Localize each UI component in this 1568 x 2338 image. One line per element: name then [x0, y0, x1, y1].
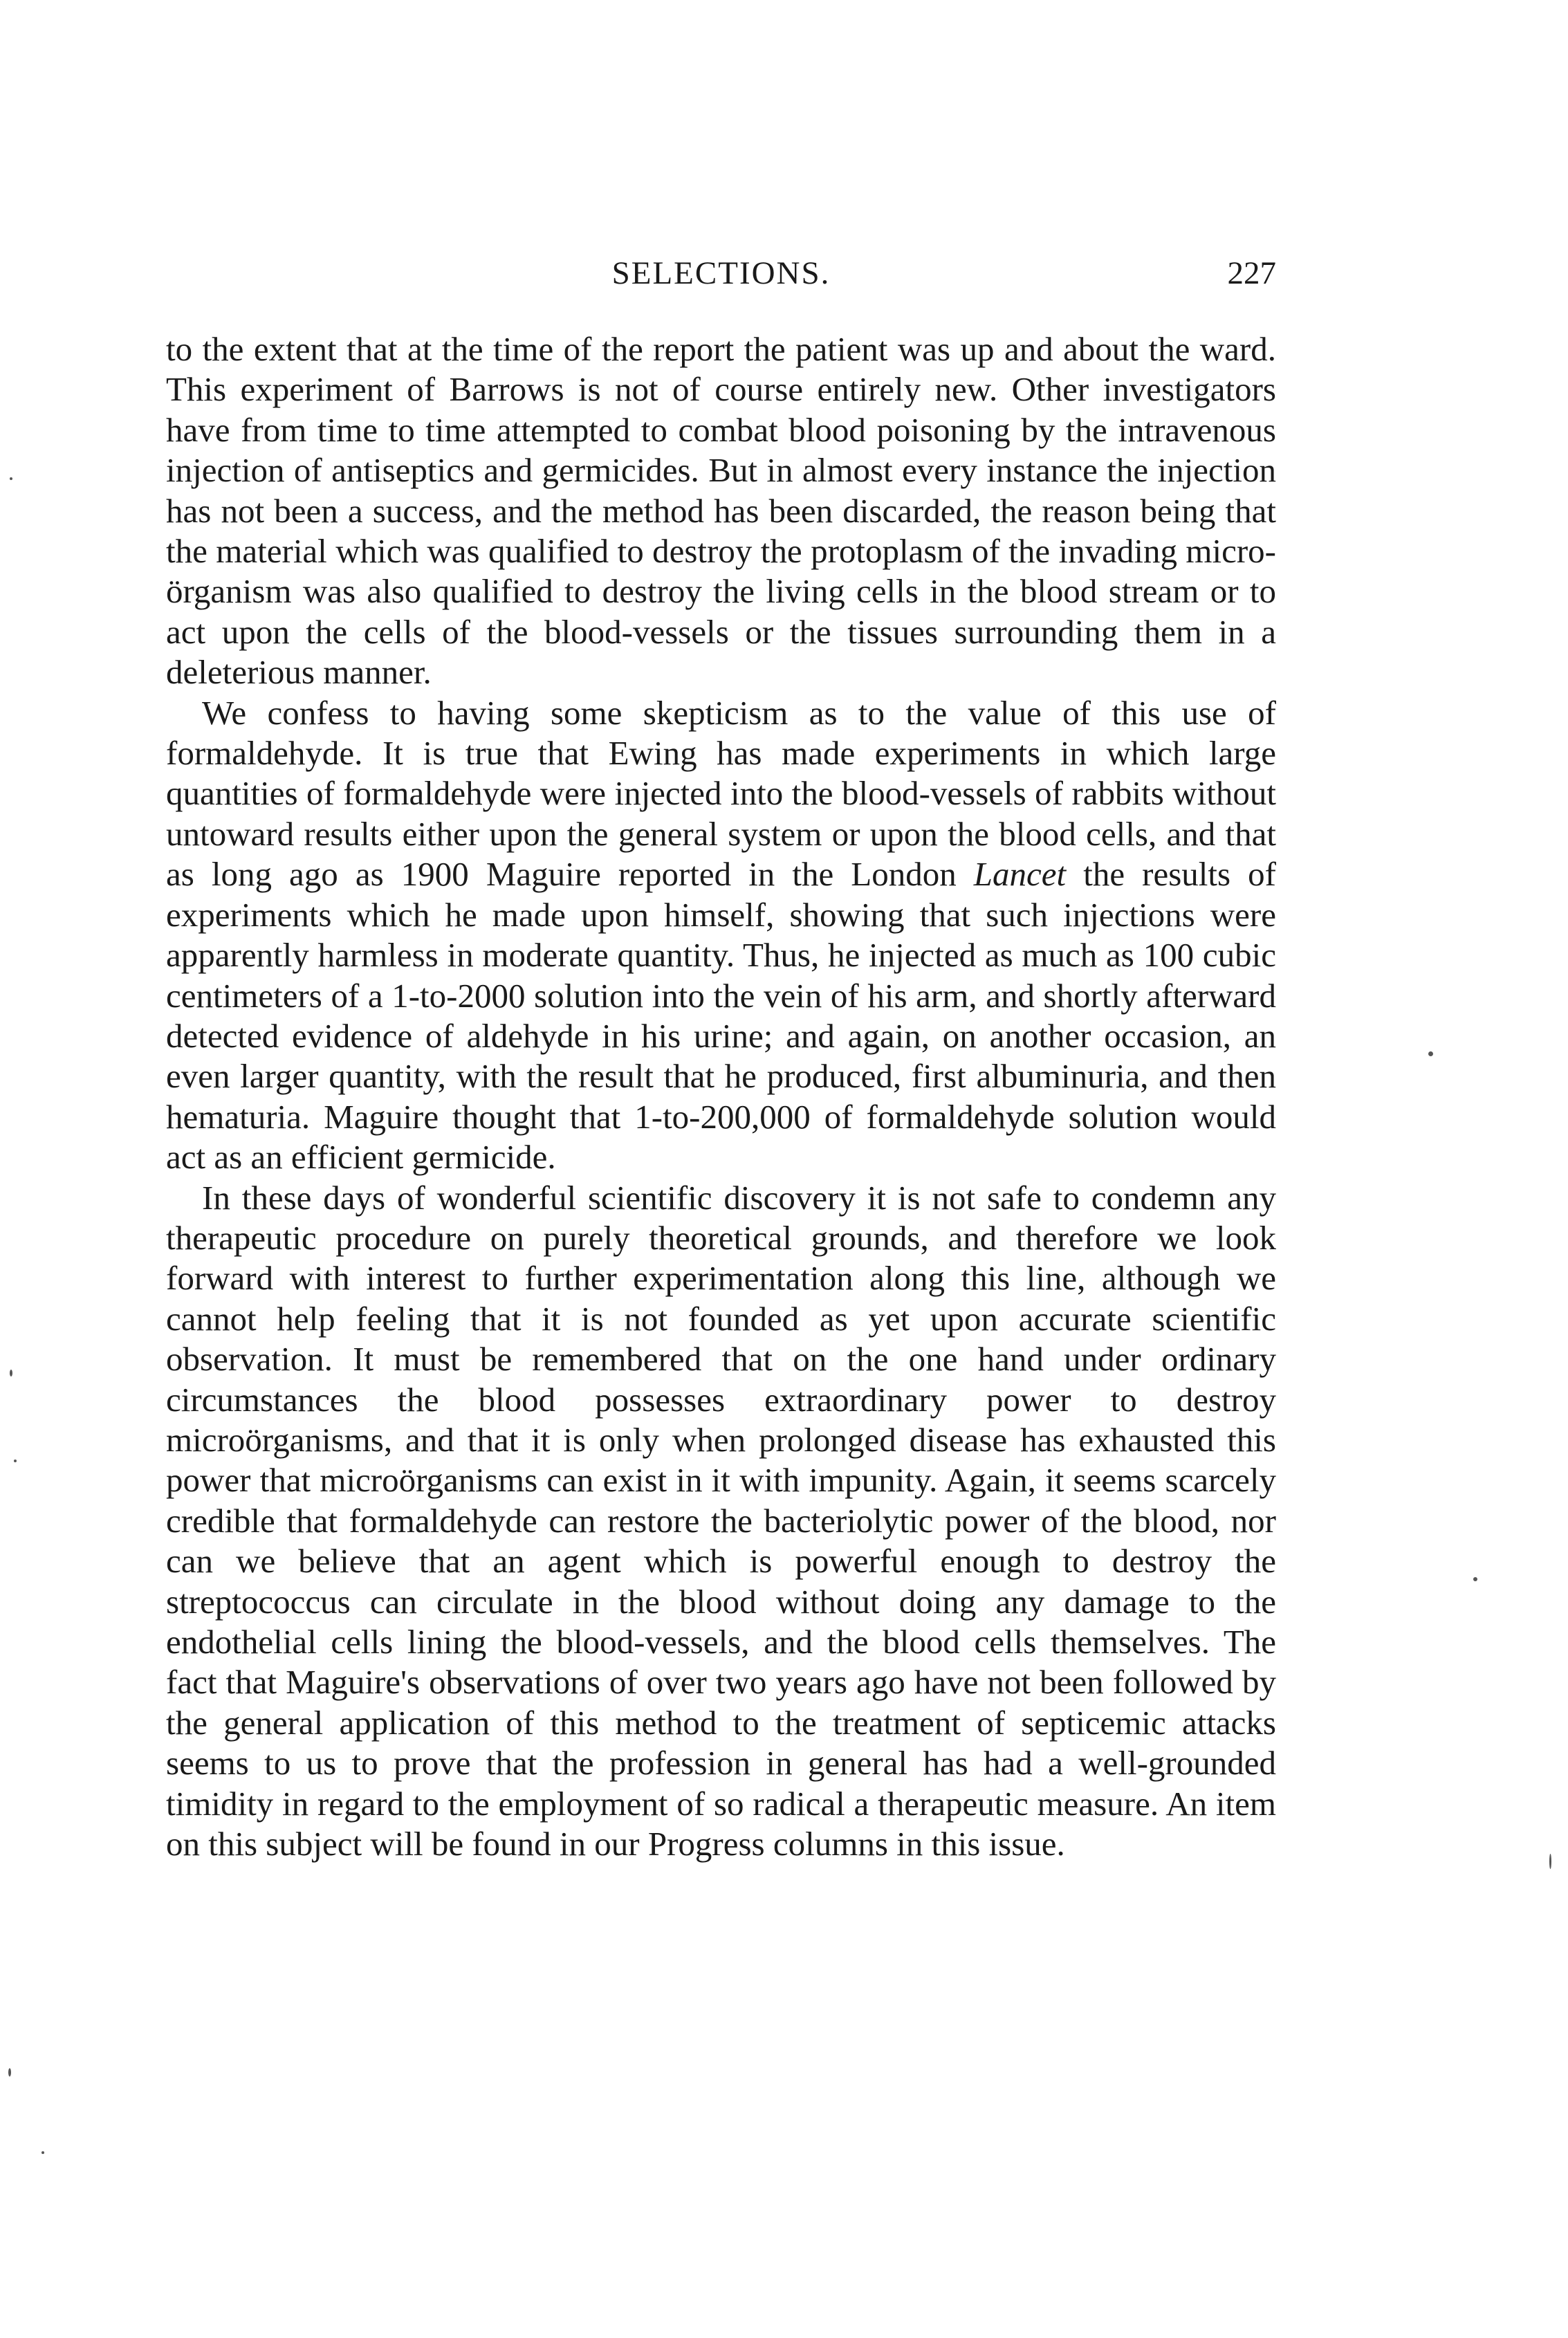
scan-speck — [10, 1370, 12, 1377]
body-text — [166, 329, 1276, 1864]
paragraph-2-start: We confess to having some skepticism as to the value of this use of formaldehyde. It is true that Ewing has made experiments in which large quantities of formaldehyde were injected into the blood-vessels of rabbits without untoward results either upon the general system or upon the blood cells, and that as long ago as 1900 Maguire reported in the London — [166, 693, 1276, 894]
scan-speck — [1473, 1577, 1477, 1581]
scan-speck — [1428, 1051, 1433, 1056]
paragraph-2-end: the results of experiments which he made upon himself, showing that such injections were apparently harmless in moderate quantity. Thus, he injected as much as 100 cubic centimeters of a 1-to-2000 solution into the vein of his arm, and shortly afterward detected evidence of aldehyde in his urine; and again, on another occasion, an even larger quantity, with the result that he produced, first albuminuria, and then hematuria. Maguire thought that 1-to-200,000 of formaldehyde solution would act as an efficient germicide. — [166, 855, 1276, 1177]
scan-speck — [1549, 1854, 1551, 1869]
scan-speck — [41, 2151, 44, 2154]
page-number: 227 — [1227, 255, 1276, 291]
paragraph-2 — [166, 693, 1276, 1178]
scan-speck — [10, 477, 12, 480]
scan-speck — [8, 2068, 11, 2077]
running-title: SELECTIONS. — [611, 255, 831, 291]
running-head — [166, 249, 1276, 297]
scan-speck — [14, 1460, 17, 1462]
lancet-italic: Lancet — [973, 855, 1067, 894]
paragraph-3: In these days of wonderful scientific discovery it is not safe to condemn any therapeutic procedure on purely theoretical grounds, and therefore we look forward with interest to further experimentation along this line, although we cannot help feeling that it is not founded as yet upon accurate scientific observation. It must be remembered that on the one hand under ordinary circumstances the blood possesses extraordinary power to destroy microörganisms, and that it is only when prolonged disease has exhausted this power that microörganisms can exist in it with impunity. Again, it seems scarcely credible that formaldehyde can restore the bacteriolytic power of the blood, nor can we believe that an agent which is powerful enough to destroy the streptococcus can circulate in the blood without doing any damage to the endothelial cells lining the blood-vessels, and the blood cells themselves. The fact that Maguire's observations of over two years ago have not been followed by the general application of this method to the treatment of septicemic attacks seems to us to prove that the profession in general has had a well-grounded timidity in regard to the employment of so radical a therapeutic measure. An item on this subject will be found in our Progress columns in this issue. — [166, 1178, 1276, 1863]
paragraph-1: to the extent that at the time of the report the patient was up and about the ward. This experiment of Barrows is not of course entirely new. Other investigators have from time to time attempted to combat blood poisoning by the intravenous injection of antiseptics and germicides. But in almost every instance the injection has not been a success, and the method has been discarded, the reason being that the material which was qualified to destroy the protoplasm of the invading micro-örganism was also qualified to destroy the living cells in the blood stream or to act upon the cells of the blood-vessels or the tissues surrounding them in a deleterious manner. — [166, 330, 1276, 692]
